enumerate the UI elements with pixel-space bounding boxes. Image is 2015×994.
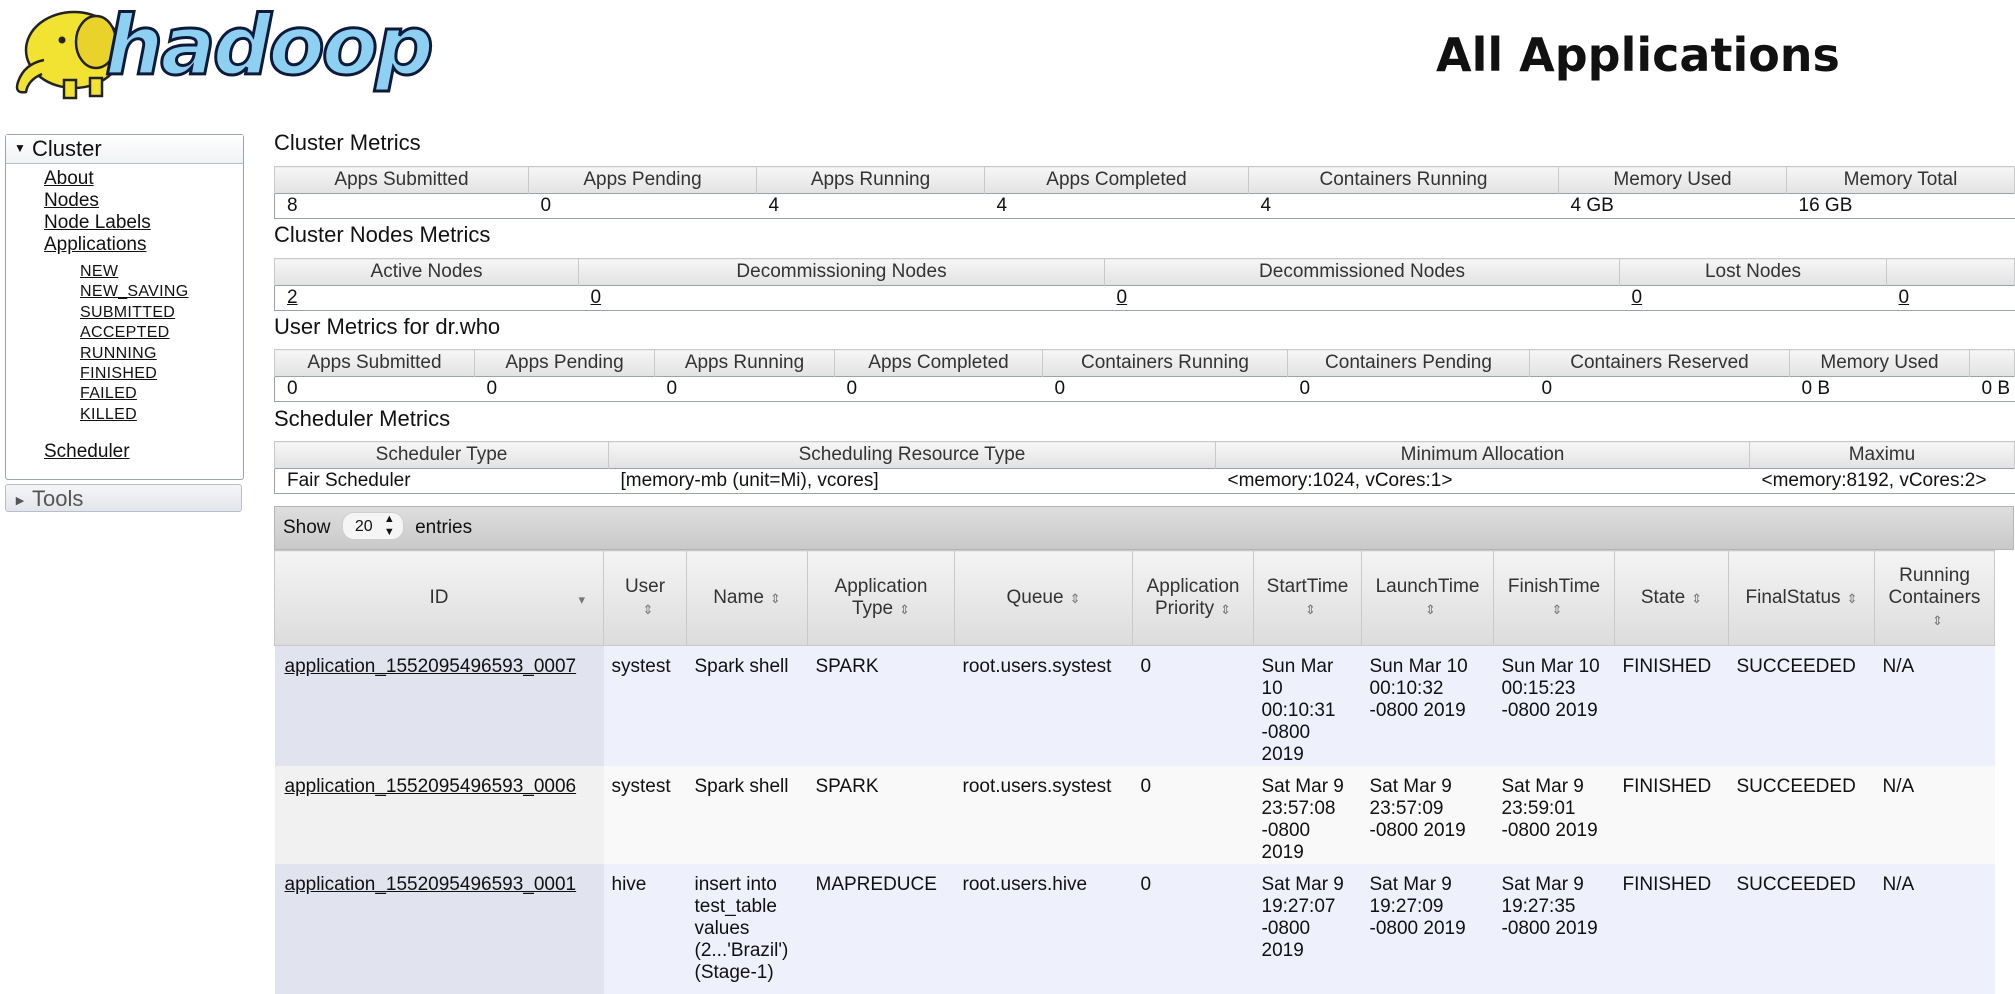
metric-header: Apps Submitted [275, 350, 475, 377]
cluster-metrics-title: Cluster Metrics [274, 130, 421, 155]
metric-header: Maximu [1750, 442, 2015, 469]
cell-running-containers: N/A [1875, 766, 1995, 864]
triangle-right-icon: ▶ [15, 495, 25, 507]
column-header-running-containers[interactable]: Running Containers ⇕ [1875, 551, 1995, 646]
decommissioned-nodes-link[interactable]: 0 [1116, 287, 1128, 308]
nav-state-finished[interactable]: FINISHED [80, 365, 158, 383]
hadoop-logo [0, 0, 431, 105]
metric-header: Apps Completed [835, 350, 1043, 377]
metric-header: Apps Running [757, 167, 985, 194]
metric-header: Scheduler Type [275, 442, 609, 469]
metric-value: 0 [1530, 377, 1790, 402]
metric-header [1970, 350, 2015, 377]
sort-icon: ⇕ [1425, 601, 1436, 617]
sort-icon: ⇕ [1691, 590, 1703, 606]
column-header-application-priority[interactable]: Application Priority ⇕ [1133, 551, 1254, 646]
metric-header: Apps Submitted [275, 167, 529, 194]
metric-header: Containers Reserved [1530, 350, 1790, 377]
nav-state-failed[interactable]: FAILED [80, 385, 137, 403]
metric-header: Active Nodes [275, 259, 579, 286]
nav-state-running[interactable]: RUNNING [80, 344, 157, 362]
triangle-down-icon: ▼ [14, 141, 26, 156]
metric-value: 4 [985, 194, 1249, 219]
metric-header: Decommissioned Nodes [1105, 259, 1620, 286]
cell-launch-time: Sat Mar 9 23:57:09 -0800 2019 [1362, 766, 1494, 864]
metric-header: Minimum Allocation [1216, 442, 1750, 469]
lost-nodes-link[interactable]: 0 [1631, 287, 1643, 308]
metric-header: Containers Running [1043, 350, 1288, 377]
cell-application-type: SPARK [808, 646, 955, 767]
metric-value: [memory-mb (unit=Mi), vcores] [609, 469, 1216, 494]
cell-user: hive [604, 864, 687, 994]
applications-table [274, 550, 1995, 994]
node-metrics-title: Cluster Nodes Metrics [274, 222, 491, 247]
cell-application-type: SPARK [808, 766, 955, 864]
cell-running-containers: N/A [1875, 646, 1995, 767]
cell-launch-time: Sun Mar 10 00:10:32 -0800 2019 [1362, 646, 1494, 767]
cell-queue: root.users.systest [955, 646, 1133, 767]
nav-state-killed[interactable]: KILLED [80, 405, 137, 423]
nav-tools-header[interactable] [5, 484, 242, 512]
cell-finish-time: Sat Mar 9 19:27:35 -0800 2019 [1494, 864, 1615, 994]
nav-cluster-label: Cluster [32, 136, 102, 161]
user-metrics-table [274, 349, 2015, 402]
metric-header: Apps Pending [529, 167, 757, 194]
metric-value: 4 GB [1559, 194, 1787, 219]
cell-priority: 0 [1133, 864, 1254, 994]
sort-icon: ⇕ [1551, 601, 1563, 617]
cell-priority: 0 [1133, 766, 1254, 864]
metric-value: 0 [475, 377, 655, 402]
metric-value: 0 B [1970, 377, 2015, 402]
cell-state: FINISHED [1615, 864, 1729, 994]
metric-value: 8 [275, 194, 529, 219]
cell-start-time: Sat Mar 9 23:57:08 -0800 2019 [1254, 766, 1362, 864]
user-metrics-title: User Metrics for dr.who [274, 314, 501, 339]
sort-icon: ⇕ [1305, 601, 1316, 617]
nav-tools-label: Tools [32, 486, 84, 511]
table-row [275, 646, 1995, 767]
cell-name: Spark shell [687, 646, 808, 767]
sort-icon: ⇕ [769, 590, 781, 606]
table-row [275, 766, 1995, 864]
column-header-user[interactable]: User ⇕ [604, 551, 687, 646]
cell-user: systest [604, 766, 687, 864]
decommissioning-nodes-link[interactable]: 0 [590, 287, 602, 308]
nav-node-labels[interactable]: Node Labels [44, 212, 151, 233]
application-id-link[interactable]: application_1552095496593_0006 [284, 776, 577, 797]
entries-select[interactable] [342, 512, 404, 540]
column-header-state[interactable]: State ⇕ [1615, 551, 1729, 646]
column-header-queue[interactable]: Queue ⇕ [955, 551, 1133, 646]
metric-value: 0 [1288, 377, 1530, 402]
nav-about[interactable]: About [44, 168, 94, 189]
application-id-link[interactable]: application_1552095496593_0007 [284, 656, 577, 677]
nav-state-accepted[interactable]: ACCEPTED [80, 324, 170, 342]
metric-header: Memory Used [1559, 167, 1787, 194]
metric-value: <memory:8192, vCores:2> [1750, 469, 2015, 494]
cell-final-status: SUCCEEDED [1729, 646, 1875, 767]
metric-header: Decommissioning Nodes [579, 259, 1105, 286]
column-header-application-type[interactable]: Application Type ⇕ [808, 551, 955, 646]
cell-final-status: SUCCEEDED [1729, 864, 1875, 994]
sort-icon: ⇕ [899, 601, 911, 617]
updown-arrow-icon: ▲ ▼ [383, 512, 395, 538]
nav-scheduler[interactable]: Scheduler [44, 441, 130, 462]
cell-name: Spark shell [687, 766, 808, 864]
node-metrics-table [274, 258, 2015, 311]
cell-state: FINISHED [1615, 766, 1729, 864]
column-header-id[interactable]: ID ▾ [275, 551, 604, 646]
cell-final-status: SUCCEEDED [1729, 766, 1875, 864]
metric-value: <memory:1024, vCores:1> [1216, 469, 1750, 494]
sort-desc-icon: ▾ [578, 592, 585, 607]
metric-value: 4 [757, 194, 985, 219]
application-id-link[interactable]: application_1552095496593_0001 [284, 874, 577, 895]
metric-header: Apps Running [655, 350, 835, 377]
metric-value: 0 [1043, 377, 1288, 402]
logo-text: hadoop [105, 0, 431, 94]
nav-nodes[interactable]: Nodes [44, 190, 99, 211]
nav-links [6, 164, 243, 425]
sort-icon: ⇕ [1069, 590, 1081, 606]
metric-value: 0 [835, 377, 1043, 402]
scheduler-metrics-table [274, 441, 2015, 494]
cell-finish-time: Sat Mar 9 23:59:01 -0800 2019 [1494, 766, 1615, 864]
cell-application-type: MAPREDUCE [808, 864, 955, 994]
cell-priority: 0 [1133, 646, 1254, 767]
show-label: Show [283, 517, 331, 538]
column-header-start-time[interactable]: StartTime ⇕ [1254, 551, 1362, 646]
metric-header: Memory Used [1790, 350, 1970, 377]
metric-header: Apps Completed [985, 167, 1249, 194]
nav-state-submitted[interactable]: SUBMITTED [80, 303, 176, 321]
metric-header [1887, 259, 2015, 286]
metric-value: 0 B [1790, 377, 1970, 402]
app-state-links [44, 262, 243, 425]
column-header-final-status[interactable]: FinalStatus ⇕ [1729, 551, 1875, 646]
metric-value: Fair Scheduler [275, 469, 609, 494]
active-nodes-link[interactable]: 2 [287, 287, 298, 308]
nav-state-new-saving[interactable]: NEW_SAVING [80, 283, 189, 301]
metric-header: Lost Nodes [1620, 259, 1887, 286]
cluster-metrics-table [274, 166, 2015, 219]
metric-header: Apps Pending [475, 350, 655, 377]
sort-icon: ⇕ [1932, 612, 1943, 628]
metric-value: 0 [529, 194, 757, 219]
metric-header: Memory Total [1787, 167, 2015, 194]
cell-state: FINISHED [1615, 646, 1729, 767]
cell-user: systest [604, 646, 687, 767]
column-header-finish-time[interactable]: FinishTime ⇕ [1494, 551, 1615, 646]
cell-running-containers: N/A [1875, 864, 1995, 994]
metric-value: 0 [655, 377, 835, 402]
cell-launch-time: Sat Mar 9 19:27:09 -0800 2019 [1362, 864, 1494, 994]
nav-applications[interactable]: Applications [44, 234, 147, 255]
scheduler-metrics-title: Scheduler Metrics [274, 406, 451, 431]
entries-label: entries [415, 517, 473, 538]
cell-queue: root.users.systest [955, 766, 1133, 864]
cell-queue: root.users.hive [955, 864, 1133, 994]
cell-name: insert into test_table values (2...'Brazil') (Stage-1) [687, 864, 808, 994]
metric-value: 0 [275, 377, 475, 402]
cell-start-time: Sat Mar 9 19:27:07 -0800 2019 [1254, 864, 1362, 994]
nav-cluster-header[interactable] [6, 135, 243, 164]
nav-cluster-panel [5, 134, 244, 480]
metric-header: Scheduling Resource Type [609, 442, 1216, 469]
sort-icon: ⇕ [1220, 601, 1232, 617]
table-row [275, 864, 1995, 994]
metric-value: 16 GB [1787, 194, 2015, 219]
cell-finish-time: Sun Mar 10 00:15:23 -0800 2019 [1494, 646, 1615, 767]
entries-select-value: 20 [354, 517, 373, 535]
column-header-name[interactable]: Name ⇕ [687, 551, 808, 646]
cell-start-time: Sun Mar 10 00:10:31 -0800 2019 [1254, 646, 1362, 767]
unhealthy-nodes-link[interactable]: 0 [1898, 287, 1910, 308]
metric-value: 4 [1249, 194, 1559, 219]
metric-header: Containers Running [1249, 167, 1559, 194]
nav-state-new[interactable]: NEW [80, 263, 119, 280]
table-toolbar [274, 506, 2014, 550]
metric-header: Containers Pending [1288, 350, 1530, 377]
sort-icon: ⇕ [1846, 590, 1858, 606]
sort-icon: ⇕ [642, 601, 654, 617]
column-header-launch-time[interactable]: LaunchTime ⇕ [1362, 551, 1494, 646]
page-title: All Applications [1436, 28, 1840, 82]
